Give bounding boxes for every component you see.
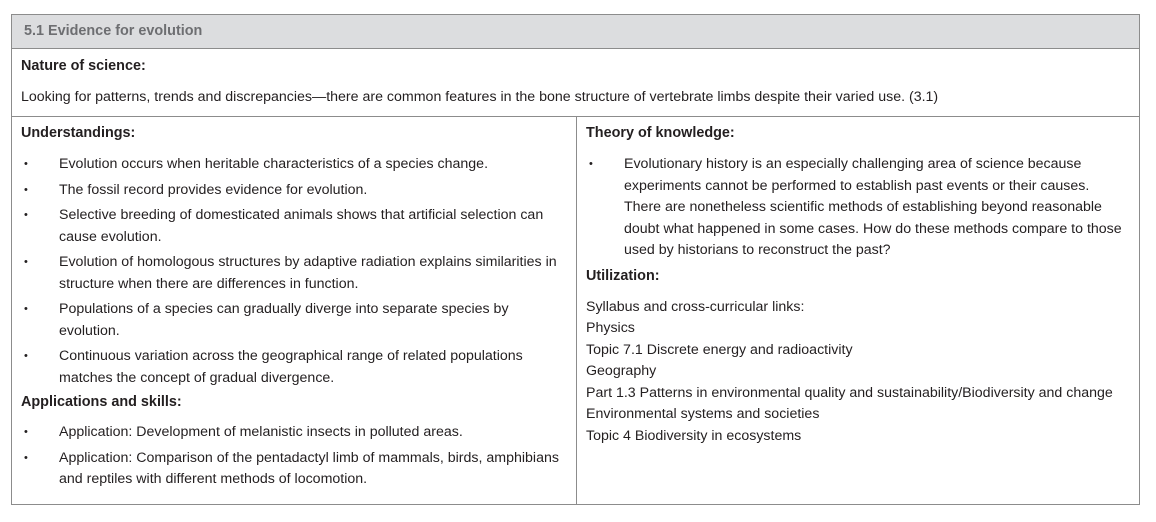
list-item: • Evolutionary history is an especially challenging area of science because experiments cannot be performed to establish past events or their causes. There are nonetheless scientific methods of establishing beyond reasonable doubt what happened in some cases. How do these methods compare to those used by historians to reconstruct the past? [589, 156, 1122, 258]
understandings-list [21, 154, 567, 389]
list-item: • Populations of a species can gradually diverge into separate species by evolution. [24, 301, 509, 339]
applications-heading: Applications and skills: [21, 394, 182, 410]
bullet-icon: • [24, 303, 28, 315]
utilization-links [586, 297, 1130, 448]
bullet-icon: • [24, 158, 28, 170]
utilization-line: Geography [586, 363, 657, 379]
utilization-line: Topic 7.1 Discrete energy and radioactivity [586, 341, 853, 358]
nature-of-science-text: Looking for patterns, trends and discrepancies—there are common features in the bone structure of vertebrate limbs despite their varied use. (3.1) [21, 89, 939, 105]
theory-of-knowledge-list [586, 154, 1130, 262]
bullet-icon: • [589, 158, 593, 170]
two-column-body [12, 117, 1139, 504]
utilization-line: Environmental systems and societies [586, 406, 820, 422]
nature-of-science-section [12, 49, 1139, 117]
list-item: • Evolution occurs when heritable characteristics of a species change. [21, 154, 567, 176]
utilization-line: Part 1.3 Patterns in environmental quality and sustainability/Biodiversity and change [586, 384, 1113, 401]
syllabus-table [11, 14, 1140, 505]
bullet-icon: • [24, 183, 28, 196]
list-item: • Evolution of homologous structures by adaptive radiation explains similarities in structure when there are differences in function. [24, 254, 557, 292]
nature-of-science-heading: Nature of science: [21, 58, 146, 74]
list-item: • Application: Development of melanistic insects in polluted areas. [21, 422, 567, 444]
bullet-icon: • [24, 209, 28, 221]
understandings-heading: Understandings: [21, 125, 136, 141]
bullet-icon: • [24, 256, 28, 268]
bullet-icon: • [24, 451, 28, 464]
utilization-line: Syllabus and cross-curricular links: [586, 298, 805, 315]
list-item: • Continuous variation across the geographical range of related populations matches the concept of gradual divergence. [24, 348, 523, 386]
list-item: • Application: Comparison of the pentadactyl limb of mammals, birds, amphibians and reptiles with different methods of locomotion. [24, 449, 559, 487]
applications-list [21, 422, 567, 491]
left-column [12, 117, 577, 504]
utilization-line: Topic 4 Biodiversity in ecosystems [586, 427, 802, 444]
section-title: 5.1 Evidence for evolution [12, 15, 1139, 49]
right-column [577, 117, 1139, 504]
bullet-icon: • [24, 426, 28, 438]
utilization-heading: Utilization: [586, 267, 660, 284]
utilization-line: Physics [586, 320, 635, 336]
list-item: • Selective breeding of domesticated animals shows that artificial selection can cause evolution. [24, 207, 544, 245]
list-item: • The fossil record provides evidence for evolution. [21, 180, 567, 202]
theory-of-knowledge-heading: Theory of knowledge: [586, 125, 735, 141]
bullet-icon: • [24, 350, 28, 362]
